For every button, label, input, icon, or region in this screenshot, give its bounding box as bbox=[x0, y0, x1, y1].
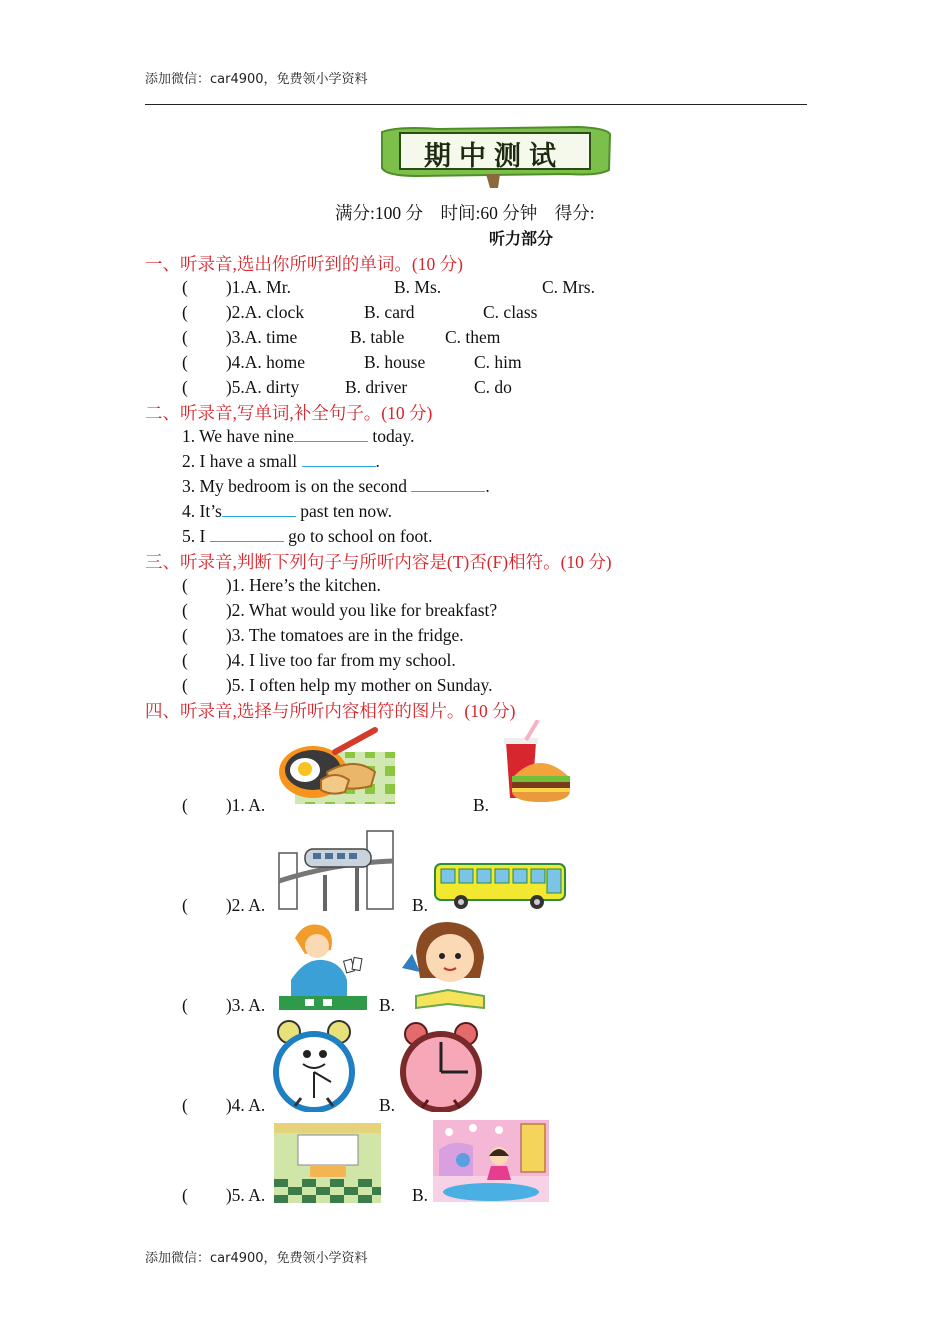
s1-item-4: ( )4.A. home bbox=[182, 352, 306, 372]
s4-item-2: ( )2. A. bbox=[182, 895, 266, 915]
s1-item-1-c: C. Mrs. bbox=[542, 277, 595, 297]
s3-item-4: ( )4. I live too far from my school. bbox=[182, 650, 456, 670]
clock-a-picture bbox=[271, 1020, 357, 1112]
s1-item-3: ( )3.A. time bbox=[182, 327, 298, 347]
section2-heading: 二、听录音,写单词,补全句子。(10 分) bbox=[145, 403, 433, 423]
header-rule bbox=[145, 104, 807, 105]
s1-item-2: ( )2.A. clock bbox=[182, 302, 305, 322]
s1-item-3-c: C. them bbox=[445, 327, 501, 347]
s1-item-2-c: C. class bbox=[483, 302, 538, 322]
s4-item-1: ( )1. A. bbox=[182, 795, 266, 815]
s1-item-5-b: B. driver bbox=[345, 377, 408, 397]
s4-item-4: ( )4. A. bbox=[182, 1095, 266, 1115]
s1-item-5: ( )5.A. dirty bbox=[182, 377, 300, 397]
s4-item-5: ( )5. A. bbox=[182, 1185, 266, 1205]
s1-item-5-c: C. do bbox=[474, 377, 512, 397]
breakfast-picture bbox=[275, 722, 397, 806]
blank-field[interactable] bbox=[222, 502, 296, 517]
s2-item-4: 4. It’s past ten now. bbox=[182, 501, 392, 521]
s4-item-3: ( )3. A. bbox=[182, 995, 266, 1015]
s1-item-4-b: B. house bbox=[364, 352, 426, 372]
s4-item-5-b: B. bbox=[412, 1185, 429, 1205]
section1-heading: 一、听录音,选出你所听到的单词。(10 分) bbox=[145, 254, 463, 274]
s1-item-1: ( )1.A. Mr. bbox=[182, 277, 291, 297]
s3-item-3: ( )3. The tomatoes are in the fridge. bbox=[182, 625, 464, 645]
woman-cards-picture bbox=[275, 920, 370, 1012]
section4-heading: 四、听录音,选择与所听内容相符的图片。(10 分) bbox=[145, 701, 516, 721]
score-line bbox=[335, 200, 595, 225]
s4-item-4-b: B. bbox=[379, 1095, 396, 1115]
s1-item-2-b: B. card bbox=[364, 302, 415, 322]
header-note: 添加微信：car4900，免费领小学资料 bbox=[145, 72, 368, 87]
s2-item-2: 2. I have a small . bbox=[182, 451, 380, 471]
s4-item-1-b: B. bbox=[473, 795, 490, 815]
kitchen-picture bbox=[274, 1123, 381, 1203]
s1-item-3-b: B. table bbox=[350, 327, 405, 347]
footer-note: 添加微信：car4900，免费领小学资料 bbox=[145, 1251, 368, 1266]
full-score: 满分:100 分 bbox=[335, 203, 423, 223]
s2-item-1: 1. We have nine today. bbox=[182, 426, 415, 446]
s3-item-2: ( )2. What would you like for breakfast? bbox=[182, 600, 498, 620]
score-got: 得分: bbox=[554, 203, 595, 223]
s3-item-5: ( )5. I often help my mother on Sunday. bbox=[182, 675, 493, 695]
clock-b-picture bbox=[398, 1020, 484, 1112]
bedroom-picture bbox=[433, 1120, 549, 1202]
exam-time: 时间:60 分钟 bbox=[440, 203, 538, 223]
s1-item-4-c: C. him bbox=[474, 352, 522, 372]
blank-field[interactable] bbox=[411, 477, 485, 492]
section3-heading: 三、听录音,判断下列句子与所听内容是(T)否(F)相符。(10 分) bbox=[145, 552, 612, 572]
s2-item-3: 3. My bedroom is on the second . bbox=[182, 476, 490, 496]
blank-field[interactable] bbox=[210, 527, 284, 542]
s3-item-1: ( )1. Here’s the kitchen. bbox=[182, 575, 381, 595]
s4-item-2-b: B. bbox=[412, 895, 429, 915]
fast-food-picture bbox=[496, 720, 576, 810]
s4-item-3-b: B. bbox=[379, 995, 396, 1015]
bus-picture bbox=[433, 860, 571, 912]
girl-reading-picture bbox=[398, 918, 494, 1012]
blank-field[interactable] bbox=[294, 427, 368, 442]
s1-item-1-b: B. Ms. bbox=[394, 277, 442, 297]
s2-item-5: 5. I go to school on foot. bbox=[182, 526, 433, 546]
listening-title: 听力部分 bbox=[489, 229, 554, 248]
page-title: 期中测试 bbox=[424, 141, 564, 172]
light-rail-picture bbox=[275, 823, 397, 913]
blank-field[interactable] bbox=[302, 452, 376, 467]
